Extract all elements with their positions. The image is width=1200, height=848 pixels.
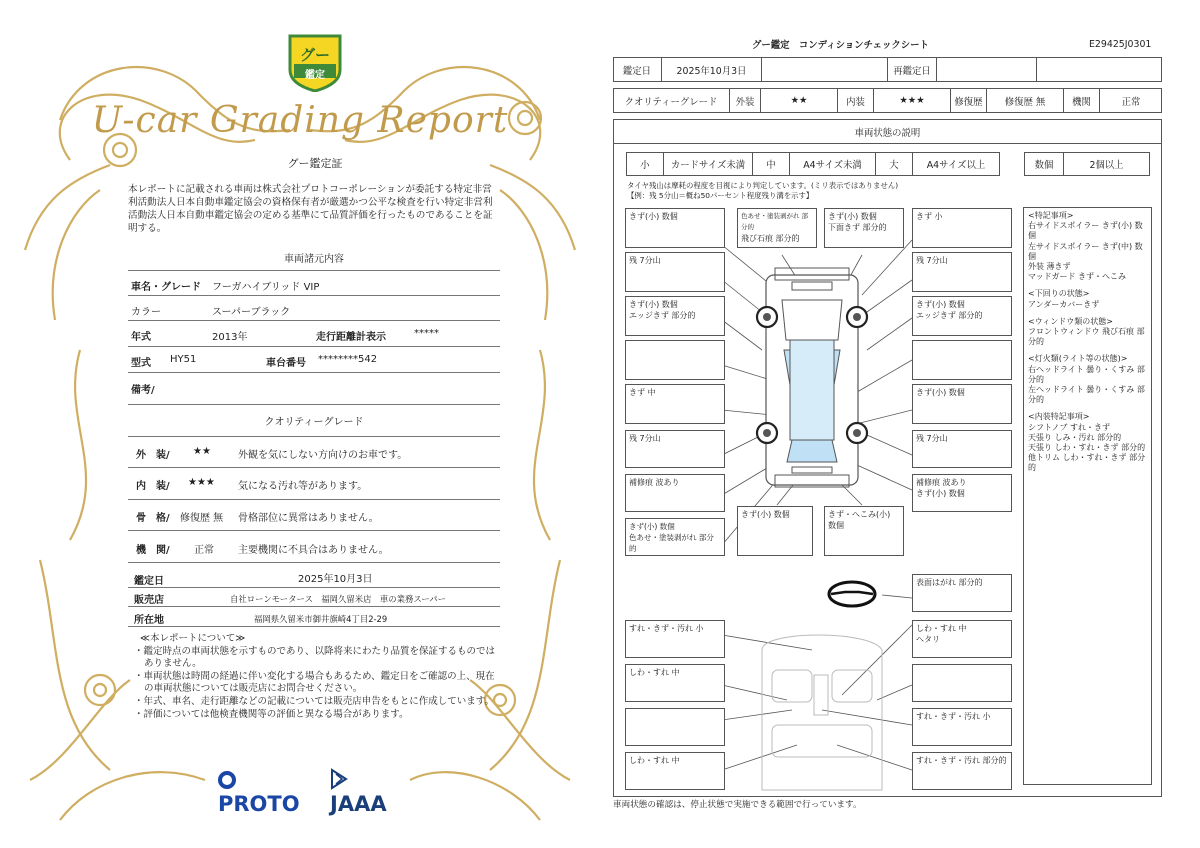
notes-title: ≪本レポートについて≫: [140, 633, 246, 644]
reinspect-label: 再鑑定日: [887, 57, 937, 82]
cell-interior-mid-right: すれ・きず・汚れ 小: [912, 708, 1012, 746]
chassis-label: 車台番号: [266, 358, 306, 369]
special-notes-panel: [1023, 207, 1152, 785]
tire-note-1: タイヤ残山は摩耗の程度を目視により判定しています。(ミリ表示ではありません): [627, 181, 899, 190]
cell-quarter-right: 補修痕 波あり きず(小) 数個: [912, 474, 1012, 512]
cell-door-front-right: [912, 340, 1012, 380]
size-large: 大: [875, 152, 913, 176]
cell-door-rear-left: きず 中: [625, 384, 725, 424]
cell-tire-rear-left: 残 7分山: [625, 430, 725, 468]
address-value: 福岡県久留米市御井旗崎4丁目2-29: [254, 614, 388, 624]
divider: [128, 467, 500, 468]
date-label: 鑑定日: [134, 576, 164, 587]
condition-heading: 車両状態の説明: [613, 119, 1162, 144]
divider: [1036, 57, 1037, 82]
note-item: ・鑑定時点の車両状態を示すものであり、以降将来にわたり品質を保証するものではありません。: [134, 645, 496, 670]
divider: [128, 499, 500, 500]
divider: [128, 295, 500, 296]
size-mid: 中: [752, 152, 790, 176]
report-notes: [122, 633, 502, 721]
cell-steering: 表面はがれ 部分的: [912, 574, 1012, 612]
cell-tire-front-right: 残 7分山: [912, 252, 1012, 292]
divider: [128, 436, 500, 437]
size-mid-desc: A4サイズ未満: [789, 152, 876, 176]
engine-value: 正常: [1121, 96, 1141, 108]
frame-value: 修復歴 無: [180, 513, 224, 524]
certificate-intro: 本レポートに記載される車両は株式会社プロトコーポレーションが委託する特定非営利活動法人日本自動車鑑定協会の資格保有者が厳選かつ公平な検査を行い特定非営利活動法人日本自動車鑑定協会の定める基準にて品質評価を行ったものであることを証明する。: [128, 184, 493, 234]
proto-mark-icon: [218, 771, 236, 789]
chassis-value: ********542: [318, 354, 378, 365]
size-small: 小: [626, 152, 664, 176]
cell-rear-left: きず(小) 数個 色あせ・塗装剥がれ 部分的: [625, 518, 725, 556]
cell-seat-front-right: [912, 664, 1012, 702]
color-value: スーパーブラック: [212, 307, 291, 318]
divider: [128, 626, 500, 627]
cell-tire-front-left: 残 7分山: [625, 252, 725, 292]
sheet-code: E29425J0301: [1089, 39, 1152, 50]
year-label: 年式: [131, 332, 151, 343]
divider: [128, 270, 500, 271]
name-value: フーガハイブリッド VIP: [212, 282, 320, 293]
repair-value: 修復歴 無: [987, 88, 1064, 113]
year-value: 2013年: [212, 332, 248, 343]
name-label: 車名・グレード: [131, 282, 201, 293]
divider: [128, 404, 500, 405]
address-label: 所在地: [134, 615, 164, 626]
model-value: HY51: [170, 354, 197, 365]
int-stars: ★★★: [874, 88, 951, 113]
exterior-desc: 外観を気にしない方向けのお車です。: [238, 450, 408, 461]
repair-label: 修復歴: [951, 88, 987, 113]
interior-desc: 気になる汚れ等があります。: [238, 481, 368, 492]
note-item: ・車両状態は時間の経過に伴い変化する場合もあるため、鑑定日をご確認の上、現在の車両状態については販売店にお問合せください。: [134, 670, 495, 695]
cell-door-rear-right: きず(小) 数個: [912, 384, 1012, 424]
cell-trunk: きず・へこみ(小) 数個: [824, 506, 904, 556]
window-group: <ウィンドウ類の状態> フロントウィンドウ 飛び石痕 部分的: [1028, 316, 1145, 347]
undercarriage-group: <下回りの状態> アンダーカバーきず: [1028, 289, 1100, 309]
engine-value: 正常: [194, 545, 214, 556]
sheet-date-value: 2025年10月3日: [662, 57, 762, 82]
grade-label: クオリティーグレード: [613, 88, 730, 113]
proto-logo: PROTO: [218, 768, 300, 816]
cell-seat-rear-right: すれ・きず・汚れ 部分的: [912, 752, 1012, 790]
divider: [128, 320, 500, 321]
spec-heading: 車両諸元内容: [284, 254, 344, 265]
certificate-subtitle: グー鑑定証: [287, 157, 343, 170]
divider: [128, 587, 500, 588]
cell-interior-mid-left: [625, 708, 725, 746]
frame-desc: 骨格部位に異常はありません。: [238, 513, 379, 524]
exterior-stars: ★★: [193, 446, 211, 457]
interior-label: 内 装/: [136, 481, 170, 492]
sheet-date-label: 鑑定日: [613, 57, 662, 82]
report-title: U-car Grading Report: [91, 100, 509, 141]
date-value: 2025年10月3日: [298, 574, 373, 585]
cell-front-right: きず 小: [912, 208, 1012, 248]
frame-label: 骨 格/: [136, 513, 170, 524]
cell-interior-front-right: しわ・すれ 中 ヘタリ: [912, 620, 1012, 658]
ext-stars: ★★: [761, 88, 838, 113]
dealer-value: 自社ローンモータース 福岡久留米店 車の業務スーパー: [230, 594, 446, 604]
jaaa-logo: JAAA: [330, 768, 387, 816]
interior-stars: ★★★: [188, 477, 215, 488]
divider: [128, 562, 500, 563]
model-label: 型式: [131, 358, 151, 369]
goo-kantei-badge: [286, 30, 344, 92]
size-small-desc: カードサイズ未満: [663, 152, 753, 176]
cell-quarter-left: 補修痕 波あり: [625, 474, 725, 512]
cell-seat-rear-left: しわ・すれ 中: [625, 752, 725, 790]
special-group: <特記事項> 右サイドスポイラー きず(小) 数個 左サイドスポイラー きず(中) 数個 外装 薄きず マッドガード きず・へこみ: [1028, 211, 1143, 282]
tire-note-2: 【例：残 5分山＝概ね50パーセント程度残り溝を示す】: [627, 191, 814, 200]
cell-front-bumper: きず(小) 数個 下面きず 部分的: [824, 208, 904, 248]
engine-label: 機関: [1064, 88, 1100, 113]
mileage-label: 走行距離計表示: [316, 332, 386, 343]
remarks-label: 備考/: [131, 385, 155, 396]
cell-interior-front-left: すれ・きず・汚れ 小: [625, 620, 725, 658]
exterior-label: 外 装/: [136, 450, 170, 461]
quality-heading: クオリティーグレード: [264, 417, 364, 428]
count-desc: 2個以上: [1063, 152, 1150, 176]
mileage-value: *****: [414, 328, 439, 339]
jaaa-mark-icon: [330, 768, 348, 790]
sheet-title: グー鑑定 コンディションチェックシート: [752, 40, 929, 51]
divider: [128, 372, 500, 373]
cell-fender-right: きず(小) 数個 エッジきず 部分的: [912, 296, 1012, 336]
cell-rear-bumper: きず(小) 数個: [737, 506, 813, 556]
cell-fender-left: きず(小) 数個 エッジきず 部分的: [625, 296, 725, 336]
color-label: カラー: [131, 307, 161, 318]
size-large-desc: A4サイズ以上: [912, 152, 1000, 176]
cell-seat-front-left: しわ・すれ 中: [625, 664, 725, 702]
cell-tire-rear-right: 残 7分山: [912, 430, 1012, 468]
divider: [128, 346, 500, 347]
count-label: 数個: [1024, 152, 1064, 176]
ext-label: 外装: [730, 88, 761, 113]
divider: [128, 530, 500, 531]
cell-front-left: きず(小) 数個: [625, 208, 725, 248]
engine-label: 機 関/: [136, 545, 170, 556]
cell-front-glass: 色あせ・塗装剥がれ 部分的 飛び石痕 部分的: [737, 208, 817, 248]
cell-door-front-left: [625, 340, 725, 380]
dealer-label: 販売店: [134, 595, 164, 606]
int-label: 内装: [838, 88, 874, 113]
note-item: ・評価については他検査機関等の評価と異なる場合があります。: [134, 708, 409, 720]
lights-group: <灯火類(ライト等の状態)> 右ヘッドライト 曇り・くすみ 部分的 左ヘッドライト 曇り・くすみ 部分的: [1028, 354, 1145, 405]
badge-text-bottom: 鑑定: [305, 70, 325, 81]
engine-desc: 主要機関に不具合はありません。: [238, 545, 389, 556]
footer-note: 車両状態の確認は、停止状態で実施できる範囲で行っています。: [613, 800, 862, 810]
badge-text-top: グー: [299, 46, 330, 64]
note-item: ・年式、車名、走行距離などの記載については販売店申告をもとに作成しています。: [134, 695, 495, 707]
interior-notes-group: <内装特記事項> シフトノブ すれ・きず 天張り しみ・汚れ 部分的 天張り しわ・すれ・きず 部分的 他トリム しわ・すれ・きず 部分的: [1028, 412, 1146, 473]
divider: [128, 606, 500, 607]
